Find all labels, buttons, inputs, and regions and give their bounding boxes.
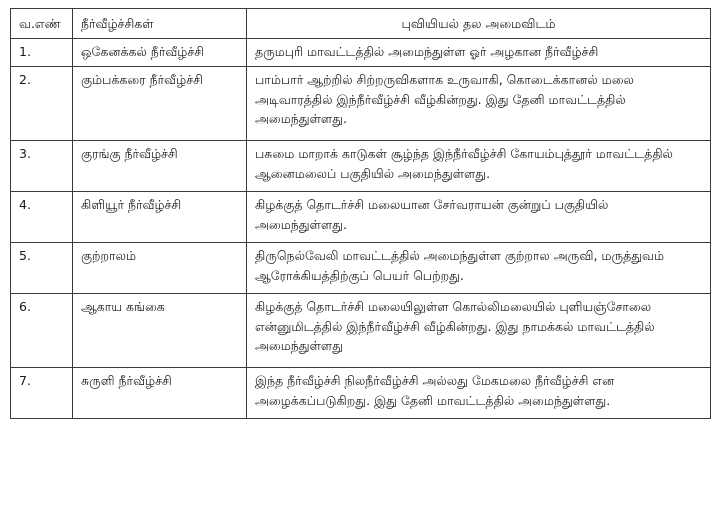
serial-number-cell: 1. [11,39,73,67]
serial-number-cell: 7. [11,368,73,419]
table-row [11,39,711,67]
header-geographic-location: புவியியல் தல அமைவிடம் [247,9,711,39]
location-cell: கிழக்குத் தொடர்ச்சி மலையிலுள்ள கொல்லிமலையில் புளியஞ்சோலை என்னுமிடத்தில் இந்நீர்வீழ்ச்சி வீழ்கின்றது. இது நாமக்கல் மாவட்டத்தில் அமைந்துள்ளது [247,294,711,368]
waterfall-name-cell: குற்றாலம் [73,243,247,294]
table-row [11,368,711,419]
serial-number-cell: 2. [11,67,73,141]
waterfall-name-cell: கிளியூர் நீர்வீழ்ச்சி [73,192,247,243]
serial-number-cell: 6. [11,294,73,368]
table-row [11,67,711,141]
header-serial-number: வ.எண் [11,9,73,39]
header-waterfall-name: நீர்வீழ்ச்சிகள் [73,9,247,39]
table-body [11,39,711,419]
waterfall-name-cell: கும்பக்கரை நீர்வீழ்ச்சி [73,67,247,141]
location-cell: பசுமை மாறாக் காடுகள் சூழ்ந்த இந்நீர்வீழ்ச்சி கோயம்புத்தூர் மாவட்டத்தில் ஆனைமலைப் பகுதியில் அமைந்துள்ளது. [247,141,711,192]
location-cell: பாம்பார் ஆற்றில் சிற்றருவிகளாக உருவாகி, கொடைக்கானல் மலை அடிவாரத்தில் இந்நீர்வீழ்ச்சி வீழ்கின்றது. இது தேனி மாவட்டத்தில் அமைந்துள்ளது. [247,67,711,141]
table-row [11,294,711,368]
waterfall-name-cell: குரங்கு நீர்வீழ்ச்சி [73,141,247,192]
waterfall-name-cell: ஒகேனக்கல் நீர்வீழ்ச்சி [73,39,247,67]
table-header [11,9,711,39]
waterfalls-table [10,8,711,419]
location-cell: இந்த நீர்வீழ்ச்சி நிலநீர்வீழ்ச்சி அல்லது மேகமலை நீர்வீழ்ச்சி என அழைக்கப்படுகிறது. இது தேனி மாவட்டத்தில் அமைந்துள்ளது. [247,368,711,419]
table-row [11,192,711,243]
serial-number-cell: 5. [11,243,73,294]
waterfall-name-cell: சுருளி நீர்வீழ்ச்சி [73,368,247,419]
serial-number-cell: 3. [11,141,73,192]
waterfall-name-cell: ஆகாய கங்கை [73,294,247,368]
serial-number-cell: 4. [11,192,73,243]
location-cell: திருநெல்வேலி மாவட்டத்தில் அமைந்துள்ள குற்றால அருவி, மருத்துவம் ஆரோக்கியத்திற்குப் பெயர் பெற்றது. [247,243,711,294]
table-row [11,141,711,192]
table-row [11,243,711,294]
location-cell: கிழக்குத் தொடர்ச்சி மலையான சேர்வராயன் குன்றுப் பகுதியில் அமைந்துள்ளது. [247,192,711,243]
location-cell: தருமபுரி மாவட்டத்தில் அமைந்துள்ள ஓர் அழகான நீர்வீழ்ச்சி [247,39,711,67]
header-row [11,9,711,39]
